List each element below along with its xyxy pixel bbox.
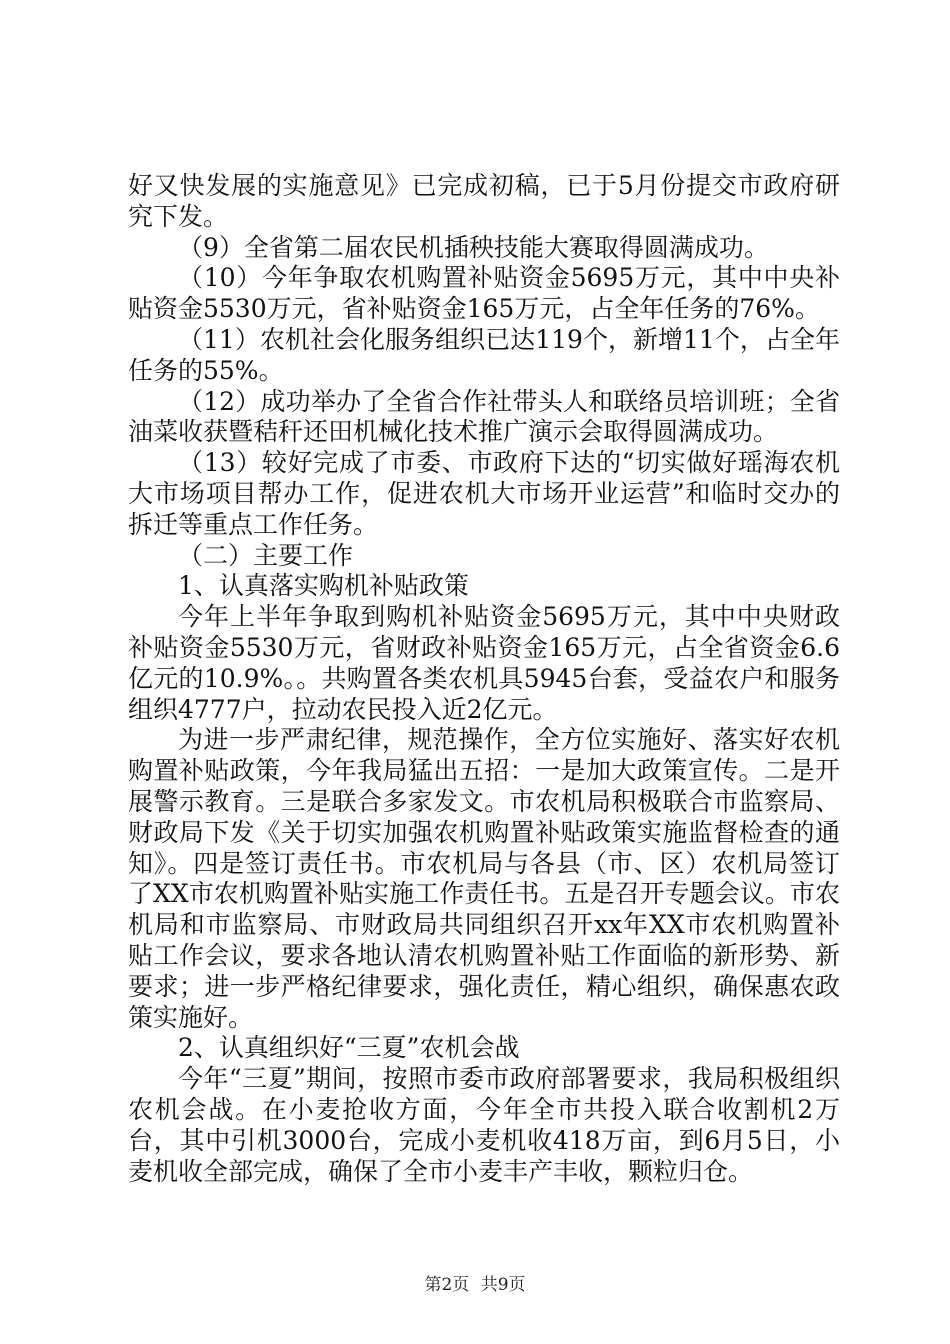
page-total: 共9页 <box>480 1275 526 1295</box>
paragraph: （13）较好完成了市委、市政府下达的“切实做好瑶海农机大市场项目帮办工作，促进农机大市场开业运营”和临时交办的拆迁等重点工作任务。 <box>128 448 840 539</box>
paragraph: （9）全省第二届农民机插秧技能大赛取得圆满成功。 <box>178 232 769 262</box>
page-footer <box>0 1270 950 1295</box>
paragraph: 为进一步严肃纪律，规范操作，全方位实施好、落实好农机购置补贴政策，今年我局猛出五招：一是加大政策宣传。二是开展警示教育。三是联合多家发文。市农机局积极联合市监察局、财政局下发《关于切实加强农机购置补贴政策实施监督检查的通知》。四是签订责任书。市农机局与各县（市、区）农机局签订了XX市农机购置补贴实施工作责任书。五是召开专题会议。市农机局和市监察局、市财政局共同组织召开xx年XX市农机购置补贴工作会议，要求各地认清农机购置补贴工作面临的新形势、新要求；进一步严格纪律要求，强化责任，精心组织，确保惠农政策实施好。 <box>128 725 840 1032</box>
paragraph: 好又快发展的实施意见》已完成初稿，已于5月份提交市政府研究下发。 <box>128 171 840 231</box>
paragraph: （11）农机社会化服务组织已达119个，新增11个，占全年任务的55%。 <box>128 324 840 385</box>
page-number: 第2页 <box>424 1275 470 1295</box>
subsection-heading: 2、认真组织好“三夏”农机会战 <box>178 1033 520 1063</box>
paragraph: 今年“三夏”期间，按照市委市政府部署要求，我局积极组织农机会战。在小麦抢收方面，今年全市共投入联合收割机2万台，其中引机3000台，完成小麦机收418万亩，到6月5日，小麦机收全部完成，确保了全市小麦丰产丰收，颗粒归仓。 <box>128 1064 840 1186</box>
paragraph: （10）今年争取农机购置补贴资金5695万元，其中中央补贴资金5530万元，省补贴资金165万元，占全年任务的76%。 <box>128 263 840 324</box>
paragraph: （12）成功举办了全省合作社带头人和联络员培训班；全省油菜收获暨秸秆还田机械化技术推广演示会取得圆满成功。 <box>128 386 840 447</box>
document-body <box>128 171 840 1187</box>
paragraph: 今年上半年争取到购机补贴资金5695万元，其中中央财政补贴资金5530万元，省财政补贴资金165万元，占全省资金6.6亿元的10.9%。。共购置各类农机具5945台套，受益农户和服务组织4777户，拉动农民投入近2亿元。 <box>128 602 840 724</box>
section-heading: （二）主要工作 <box>178 540 354 570</box>
subsection-heading: 1、认真落实购机补贴政策 <box>178 571 469 601</box>
